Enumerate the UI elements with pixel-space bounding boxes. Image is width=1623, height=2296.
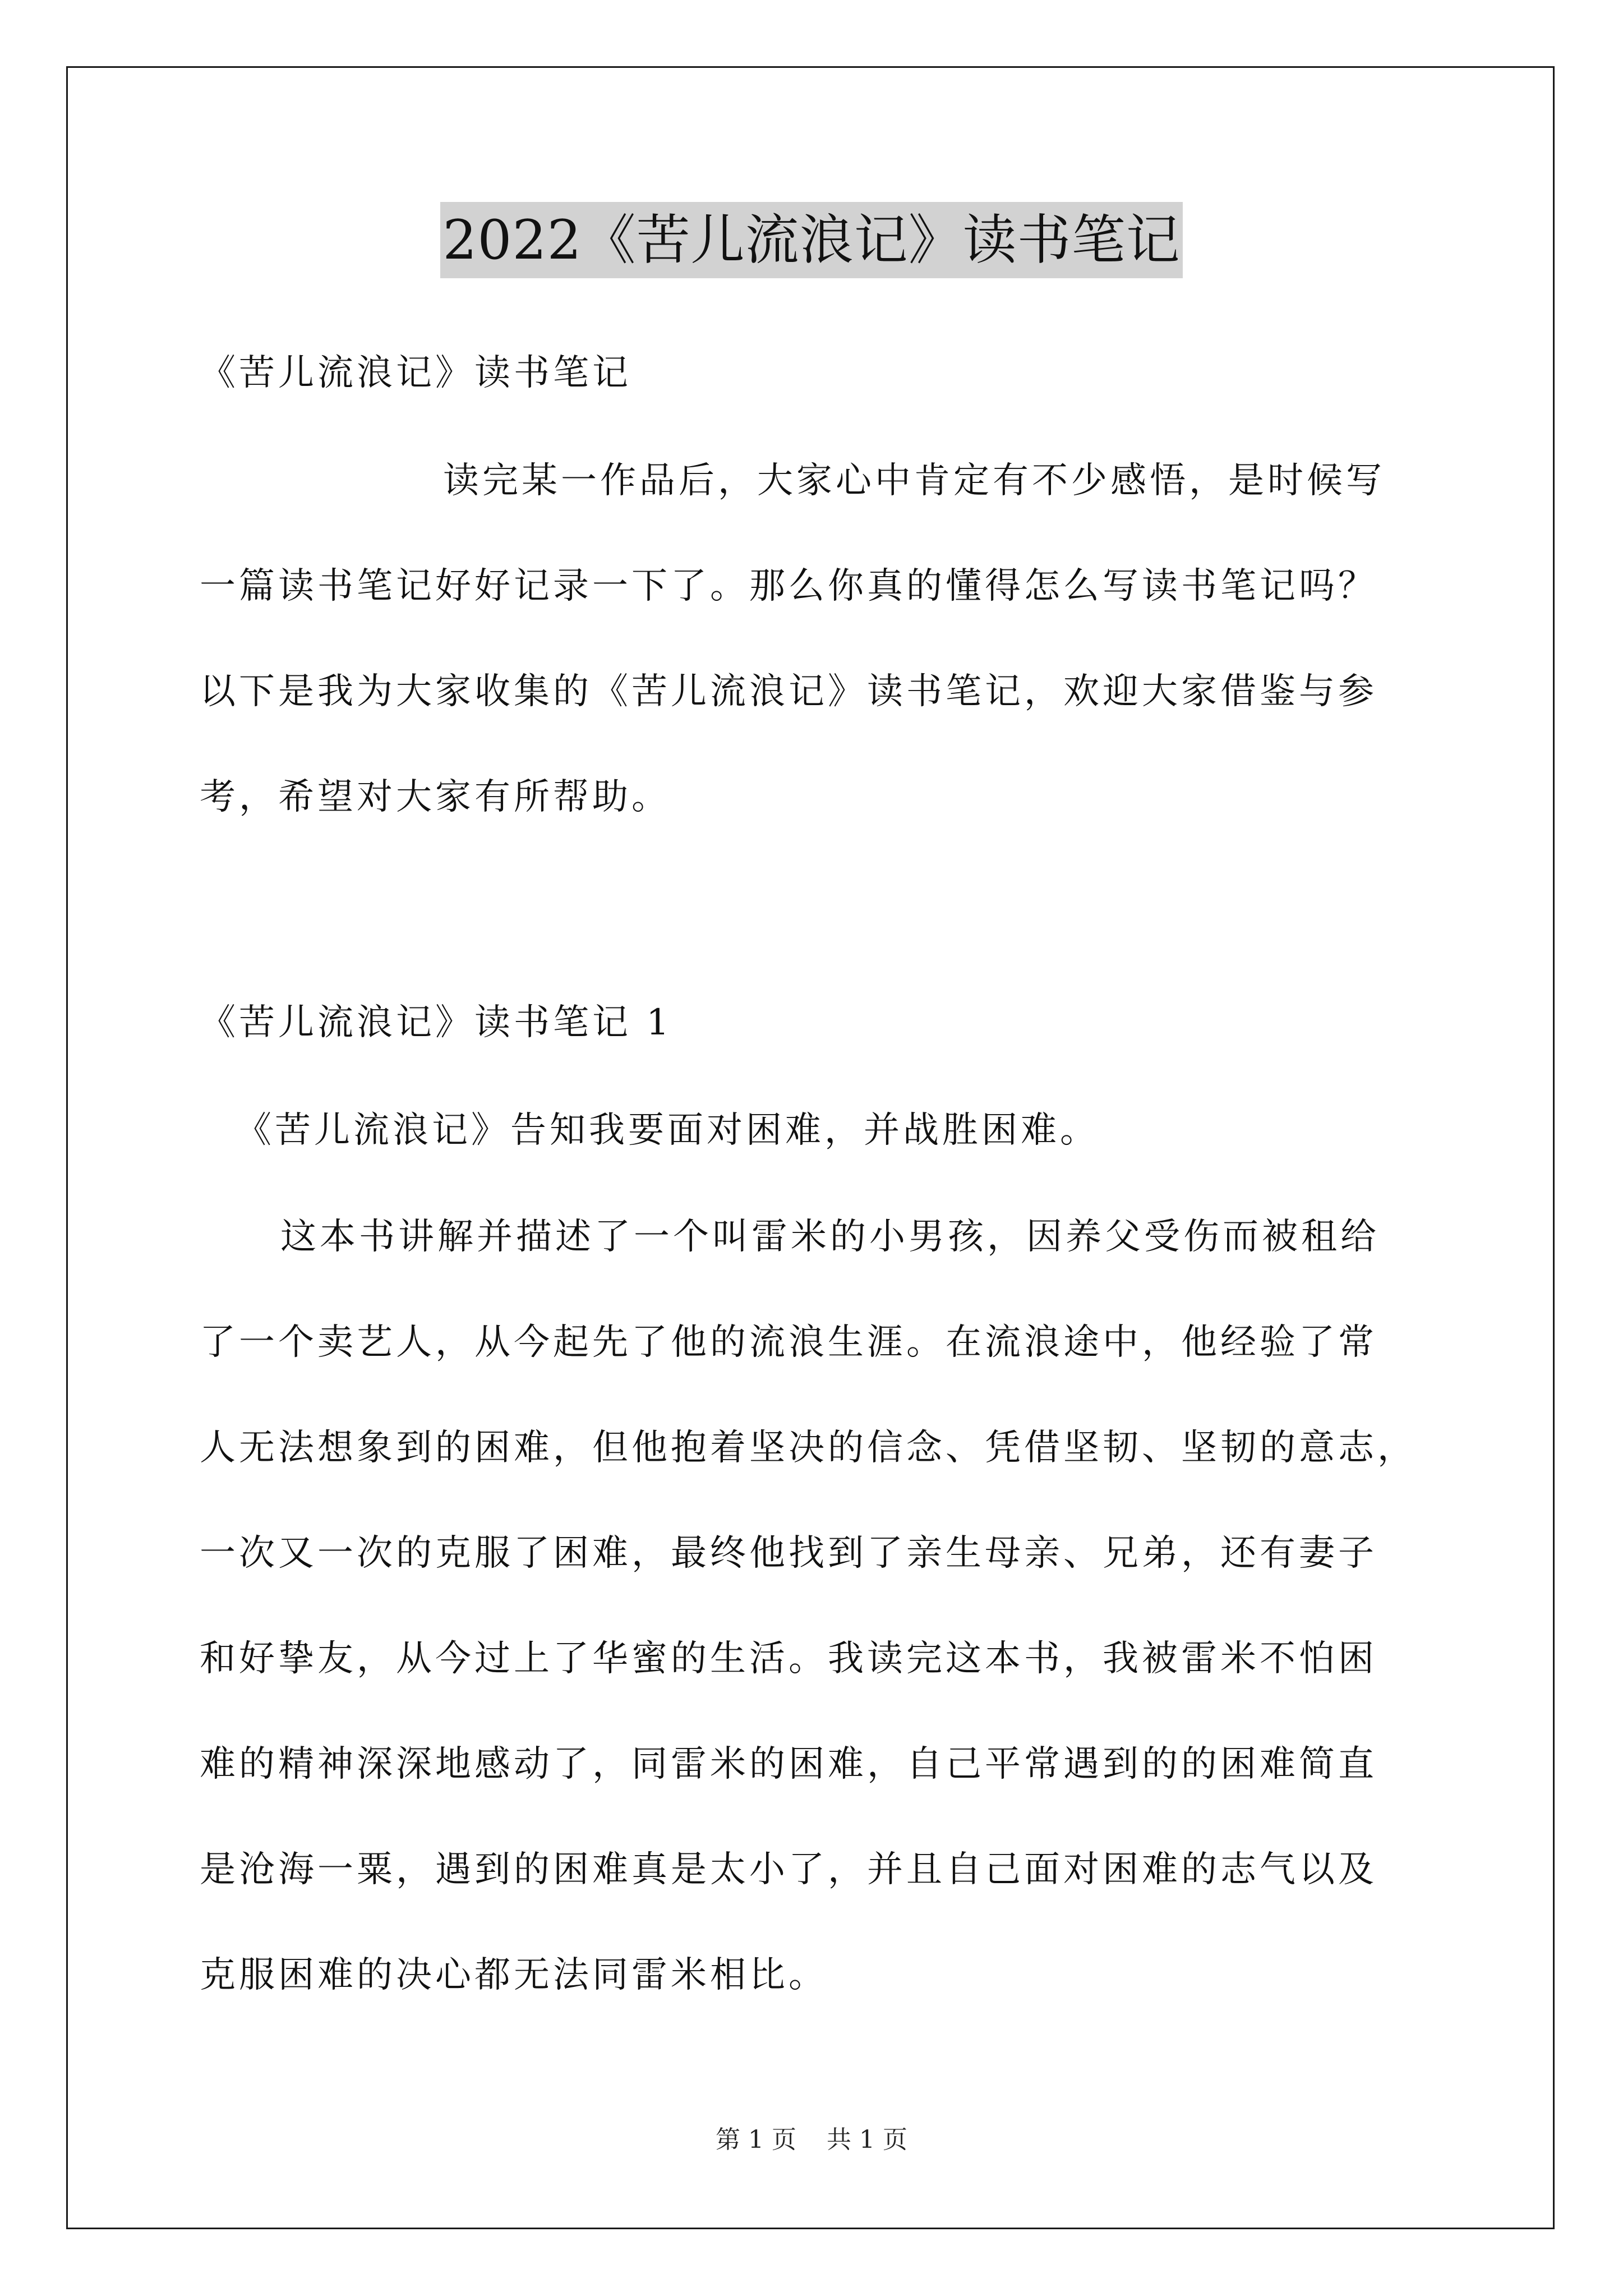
intro-line-4: 考，希望对大家有所帮助。 [200,776,671,818]
body-line-2: 了一个卖艺人，从今起先了他的流浪生涯。在流浪途中，他经验了常 [200,1322,1377,1363]
subtitle: 《苦儿流浪记》读书笔记 [200,352,631,394]
intro-line-2: 一篇读书笔记好好记录一下了。那么你真的懂得怎么写读书笔记吗？ [200,565,1377,607]
body-line-5: 和好挚友，从今过上了华蜜的生活。我读完这本书，我被雷米不怕困 [200,1638,1377,1680]
intro-line-1: 读完某一作品后，大家心中肯定有不少感悟，是时候写 [443,460,1385,501]
page-number: 第 1 页 [716,2125,796,2154]
section-heading: 《苦儿流浪记》读书笔记 1 [200,1002,673,1043]
body-line-3: 人无法想象到的困难，但他抱着坚决的信念、凭借坚韧、坚韧的意志， [200,1427,1417,1469]
title-container [0,202,1623,278]
body-line-6: 难的精神深深地感动了，同雷米的困难，自己平常遇到的的困难简直 [200,1743,1377,1785]
page-footer [0,2123,1623,2157]
page-total: 共 1 页 [827,2125,907,2154]
section-first-line: 《苦儿流浪记》告知我要面对困难，并战胜困难。 [236,1110,1099,1151]
body-line-4: 一次又一次的克服了困难，最终他找到了亲生母亲、兄弟，还有妻子 [200,1533,1377,1574]
body-line-1: 这本书讲解并描述了一个叫雷米的小男孩，因养父受伤而被租给 [280,1216,1380,1258]
body-line-8: 克服困难的决心都无法同雷米相比。 [200,1954,828,1996]
body-line-7: 是沧海一粟，遇到的困难真是太小了，并且自己面对困难的志气以及 [200,1849,1377,1890]
intro-line-3: 以下是我为大家收集的《苦儿流浪记》读书笔记，欢迎大家借鉴与参 [200,671,1377,712]
document-title: 2022《苦儿流浪记》读书笔记 [440,202,1182,278]
